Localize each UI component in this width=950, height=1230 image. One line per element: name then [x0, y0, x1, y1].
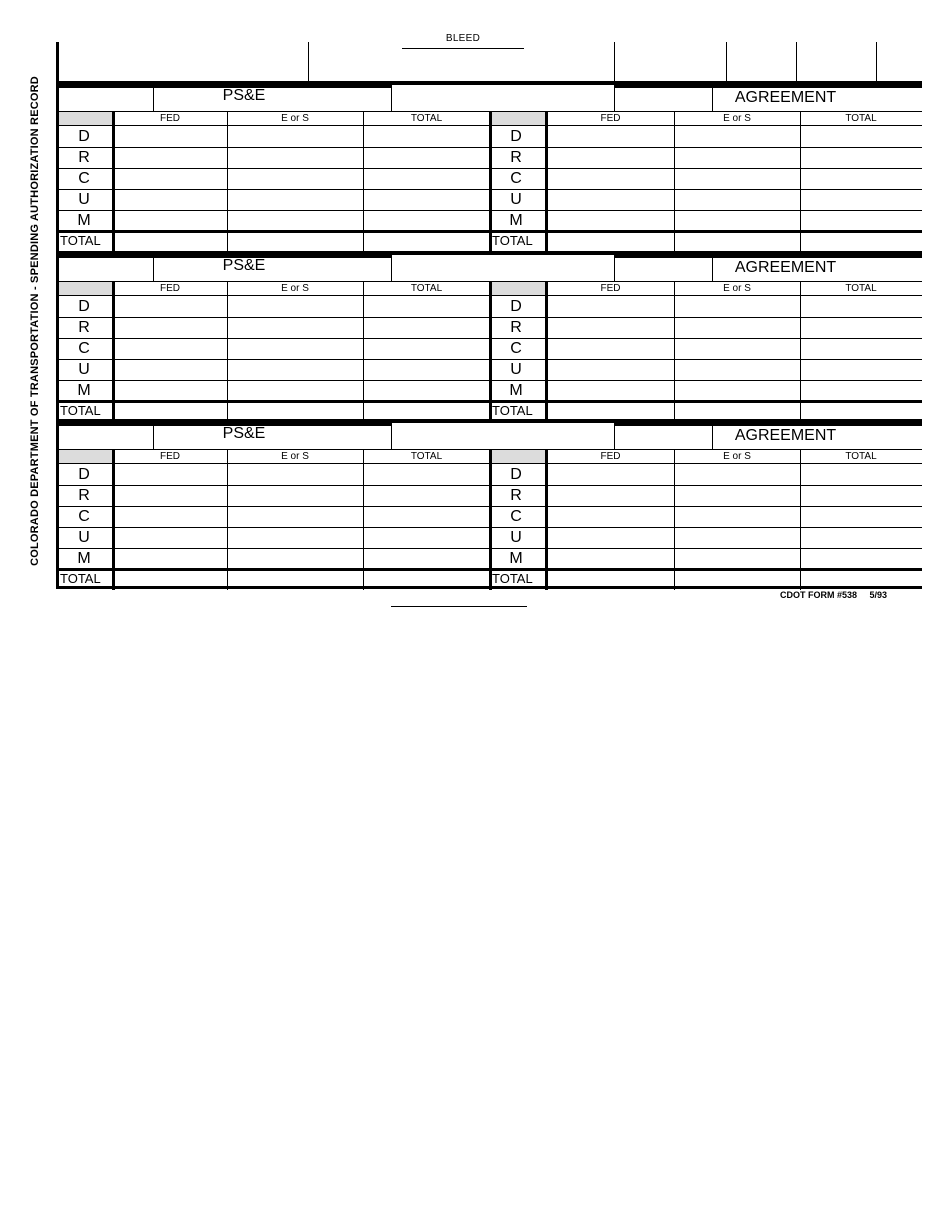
column-header: FED [160, 283, 180, 294]
column-header: E or S [723, 113, 751, 124]
total-label: TOTAL [492, 233, 533, 248]
row-label: C [510, 170, 522, 187]
header-divider [796, 42, 797, 82]
form-side-title: COLORADO DEPARTMENT OF TRANSPORTATION - SPENDING AUTHORIZATION RECORD [29, 76, 41, 566]
row-label: C [78, 170, 90, 187]
half-divider [489, 450, 492, 590]
column-header: TOTAL [845, 283, 877, 294]
total-label: TOTAL [492, 403, 533, 418]
row-label: U [510, 529, 522, 546]
total-label: TOTAL [60, 571, 101, 586]
header-divider [726, 42, 727, 82]
row-label: M [509, 212, 523, 229]
header-divider [308, 42, 309, 82]
table-bottom-rule [58, 586, 922, 589]
header-divider [876, 42, 877, 82]
column-divider [363, 282, 364, 422]
column-divider [227, 282, 228, 422]
bottom-bleed-line [391, 606, 527, 607]
column-divider [363, 112, 364, 252]
row-label: D [510, 128, 522, 145]
total-label: TOTAL [492, 571, 533, 586]
column-divider [363, 450, 364, 590]
column-divider [674, 112, 675, 252]
column-header: TOTAL [410, 113, 443, 124]
row-label: U [510, 191, 522, 208]
psande-title: PS&E [222, 425, 266, 442]
row-label: C [78, 508, 90, 525]
row-label: D [78, 466, 90, 483]
row-label: R [510, 487, 522, 504]
row-label: M [77, 212, 91, 229]
form-date: 5/93 [869, 590, 888, 600]
title-band-divider [391, 85, 392, 112]
column-header: E or S [281, 451, 309, 462]
total-label: TOTAL [60, 403, 101, 418]
bleed-label: BLEED [445, 33, 481, 44]
title-band-divider [614, 255, 615, 282]
label-column-divider [545, 112, 548, 252]
header-divider [614, 42, 615, 82]
row-label-header-shade [59, 282, 112, 295]
column-divider [674, 450, 675, 590]
title-band-divider [614, 85, 615, 112]
row-label: R [510, 319, 522, 336]
agreement-title: AGREEMENT [734, 427, 837, 444]
row-label: R [78, 149, 90, 166]
row-label: C [78, 340, 90, 357]
row-label-header-shade [59, 450, 112, 463]
row-label: M [77, 382, 91, 399]
row-label: U [78, 361, 90, 378]
row-label: D [78, 128, 90, 145]
row-label: U [78, 529, 90, 546]
column-divider [800, 450, 801, 590]
column-header: FED [600, 451, 621, 462]
row-label-header-shade [492, 450, 545, 463]
column-header: E or S [281, 113, 309, 124]
psande-title: PS&E [222, 87, 266, 104]
row-label: D [510, 298, 522, 315]
title-band-divider [391, 255, 392, 282]
row-label: M [509, 382, 523, 399]
column-header: FED [600, 283, 621, 294]
column-header: TOTAL [845, 113, 877, 124]
row-label-header-shade [492, 112, 545, 125]
agreement-title: AGREEMENT [734, 259, 837, 276]
psande-title: PS&E [222, 257, 266, 274]
row-label: R [78, 487, 90, 504]
row-label: R [510, 149, 522, 166]
row-label: U [510, 361, 522, 378]
form-number: CDOT FORM #538 [780, 590, 858, 600]
row-label: D [510, 466, 522, 483]
column-header: FED [160, 451, 180, 462]
label-column-divider [545, 450, 548, 590]
row-label-header-shade [492, 282, 545, 295]
half-divider [489, 282, 492, 422]
column-header: TOTAL [845, 451, 877, 462]
total-label: TOTAL [60, 233, 101, 248]
label-column-divider [112, 112, 115, 252]
column-header: TOTAL [410, 451, 443, 462]
row-label: C [510, 340, 522, 357]
bleed-line [402, 48, 524, 49]
row-label-header-shade [59, 112, 112, 125]
half-divider [489, 112, 492, 252]
label-column-divider [112, 282, 115, 422]
column-header: FED [600, 113, 621, 124]
row-label: M [509, 550, 523, 567]
row-label: R [78, 319, 90, 336]
column-header: E or S [723, 451, 751, 462]
column-header: TOTAL [410, 283, 443, 294]
label-column-divider [112, 450, 115, 590]
column-divider [800, 112, 801, 252]
column-divider [674, 282, 675, 422]
row-label: M [77, 550, 91, 567]
column-divider [227, 112, 228, 252]
row-label: U [78, 191, 90, 208]
column-header: FED [160, 113, 180, 124]
title-band-divider [391, 423, 392, 450]
agreement-title: AGREEMENT [734, 89, 837, 106]
column-header: E or S [281, 283, 309, 294]
column-header: E or S [723, 283, 751, 294]
label-column-divider [545, 282, 548, 422]
row-label: D [78, 298, 90, 315]
column-divider [800, 282, 801, 422]
title-band-divider [614, 423, 615, 450]
row-label: C [510, 508, 522, 525]
form-footer [780, 590, 887, 600]
column-divider [227, 450, 228, 590]
